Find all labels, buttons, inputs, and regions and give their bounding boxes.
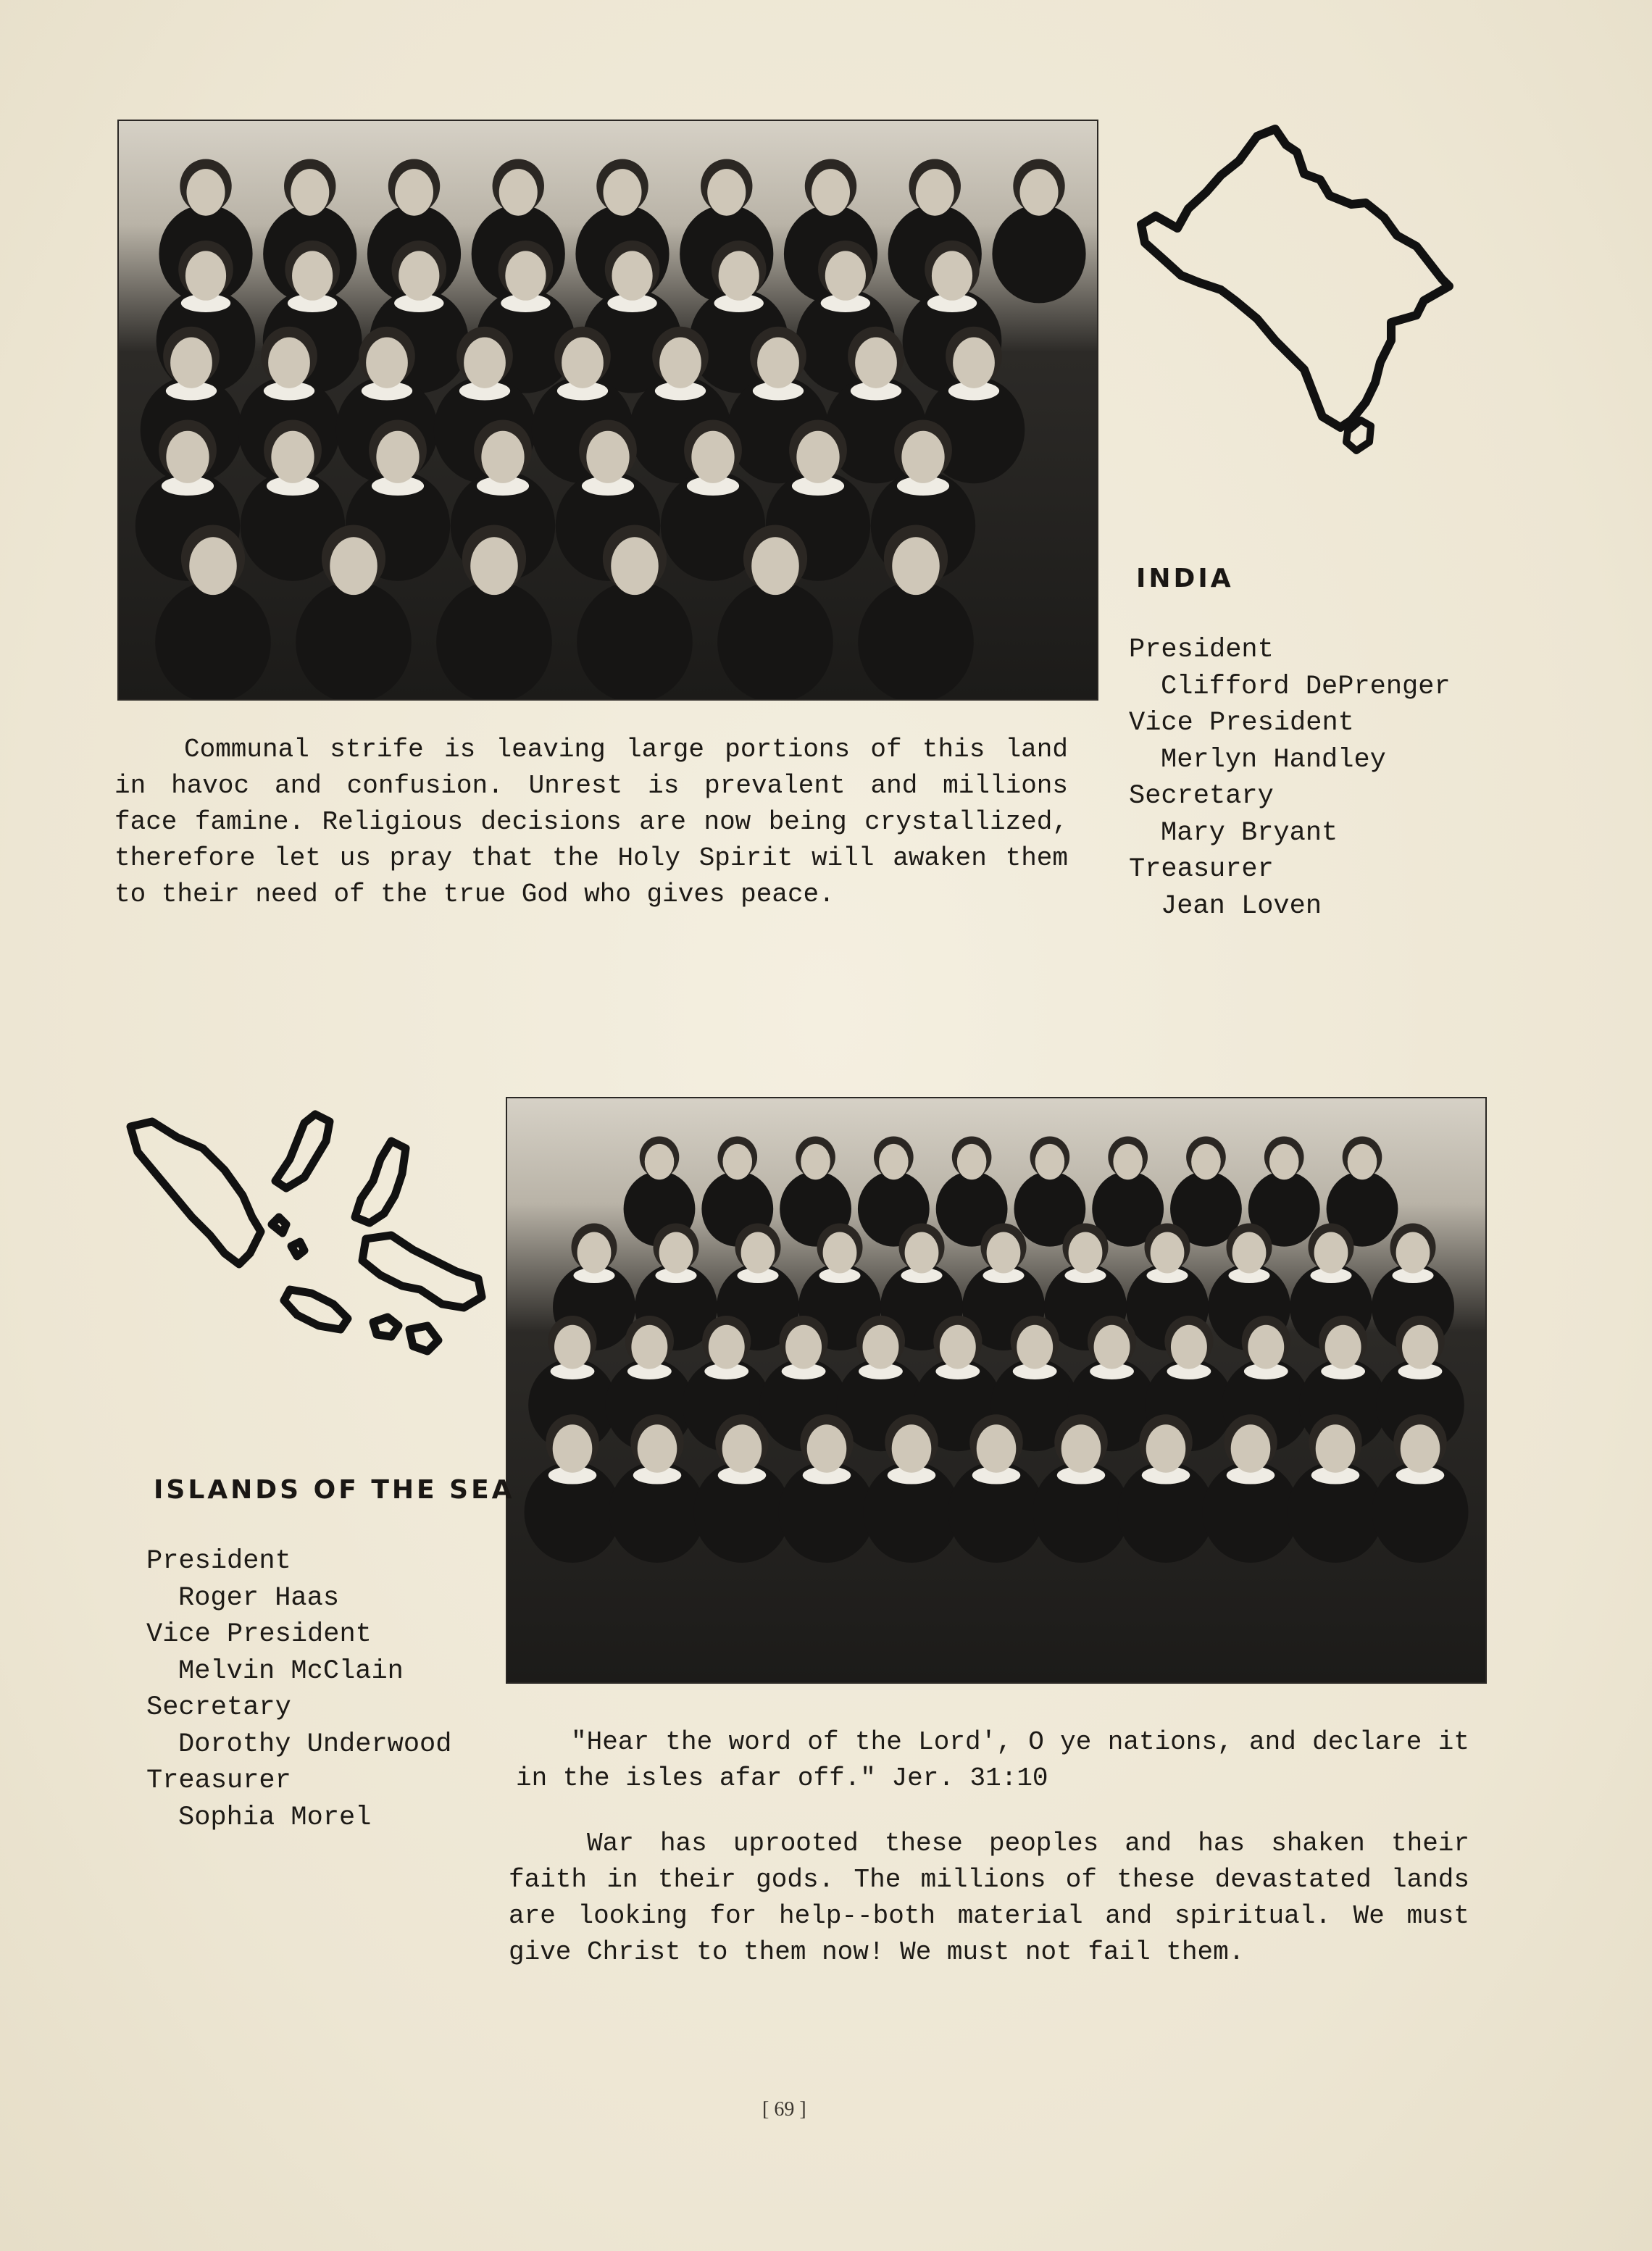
page-number: [ 69 ] [762, 2098, 806, 2121]
photo-person-face [1191, 1144, 1221, 1179]
photo-person-face [1316, 1424, 1356, 1473]
photo-person-face [612, 251, 652, 300]
photo-person-face [1035, 1144, 1065, 1179]
india-officers-list [1129, 632, 1506, 924]
islands-president-name: Roger Haas [178, 1582, 340, 1613]
india-treasurer-name: Jean Loven [1161, 890, 1322, 922]
photo-person-face [554, 1325, 591, 1369]
photo-person-face [562, 338, 604, 388]
photo-person-face [855, 338, 897, 388]
photo-person-body [717, 581, 833, 699]
photo-person-face [801, 1144, 830, 1179]
islands-quote: "Hear the word of the Lord', O ye nations, and declare it in the isles afar off." Jer. 31:10 [516, 1727, 1469, 1793]
photo-person-face [586, 431, 629, 483]
photo-person-face [1401, 1424, 1440, 1473]
islands-secretary-name: Dorothy Underwood [178, 1729, 452, 1760]
islands-secretary-label: Secretary [146, 1692, 291, 1723]
photo-person-face [659, 338, 701, 388]
photo-person-face [862, 1325, 898, 1369]
photo-person-face [785, 1325, 822, 1369]
photo-person-face [1314, 1232, 1348, 1274]
islands-vice-president-name: Melvin McClain [178, 1655, 404, 1687]
photo-person-face [957, 1144, 987, 1179]
islands-map-icon [123, 1108, 493, 1369]
islands-treasurer-label: Treasurer [146, 1766, 291, 1796]
photo-person-face [631, 1325, 667, 1369]
photo-person-face [722, 1144, 752, 1179]
photo-person-face [722, 1424, 762, 1473]
photo-person-face [987, 1232, 1021, 1274]
photo-person-face [940, 1325, 976, 1369]
photo-person-body [577, 581, 693, 699]
photo-person-face [796, 431, 839, 483]
photo-person-face [1017, 1325, 1053, 1369]
photo-person-body [296, 581, 412, 699]
photo-person-face [659, 1232, 693, 1274]
india-treasurer-label: Treasurer [1129, 854, 1274, 885]
photo-person-face [1019, 169, 1058, 216]
photo-person-face [481, 431, 524, 483]
photo-person-face [464, 338, 506, 388]
photo-person-face [916, 169, 954, 216]
india-paragraph: Communal strife is leaving large portions of this land in havoc and confusion. Unrest is prevalent and millions face famine. Religious decisions are now being crystallized, therefore let us pray that the Holy Spirit will awaken them to their need of the true God who gives peace. [114, 735, 1068, 909]
islands-heading: ISLANDS OF THE SEA [154, 1475, 515, 1505]
photo-person-face [166, 431, 209, 483]
india-map-icon [1130, 123, 1456, 464]
islands-paragraph-block [509, 1826, 1469, 1971]
photo-person-face [1061, 1424, 1101, 1473]
photo-person-face [1069, 1232, 1103, 1274]
photo-person-face [707, 169, 746, 216]
photo-person-face [268, 338, 310, 388]
photo-person-face [1171, 1325, 1207, 1369]
photo-person-face [1232, 1232, 1267, 1274]
photo-person-face [741, 1232, 775, 1274]
india-paragraph-block [114, 732, 1068, 913]
photo-person-face [1348, 1144, 1377, 1179]
photo-person-body [858, 581, 974, 699]
india-vice-president-label: Vice President [1129, 708, 1354, 738]
photo-person-face [1151, 1232, 1185, 1274]
photo-person-face [399, 251, 439, 300]
islands-treasurer-name: Sophia Morel [178, 1802, 372, 1833]
photo-person-face [292, 251, 333, 300]
photo-person-face [892, 1424, 932, 1473]
photo-person-face [186, 169, 225, 216]
islands-vice-president-label: Vice President [146, 1619, 372, 1650]
photo-person-face [932, 251, 972, 300]
india-president-label: President [1129, 635, 1274, 665]
photo-person-face [470, 537, 518, 595]
photo-person-face [1325, 1325, 1361, 1369]
photo-person-face [892, 537, 940, 595]
photo-person-face [577, 1232, 612, 1274]
photo-person-face [366, 338, 408, 388]
india-group-photo [117, 120, 1098, 701]
photo-person-face [905, 1232, 939, 1274]
photo-person-face [1146, 1424, 1186, 1473]
photo-person-face [638, 1424, 677, 1473]
photo-person-face [505, 251, 546, 300]
photo-person-face [645, 1144, 675, 1179]
photo-person-face [977, 1424, 1017, 1473]
india-group-photo-figures [119, 121, 1097, 699]
islands-quote-block [516, 1724, 1469, 1797]
photo-person-face [1113, 1144, 1143, 1179]
photo-person-face [1402, 1325, 1438, 1369]
photo-person-face [1269, 1144, 1299, 1179]
photo-person-face [271, 431, 314, 483]
photo-person-face [953, 338, 995, 388]
photo-person-face [330, 537, 377, 595]
photo-person-face [185, 251, 226, 300]
photo-person-body [992, 204, 1085, 303]
photo-person-face [611, 537, 659, 595]
photo-person-face [376, 431, 419, 483]
photo-person-face [812, 169, 850, 216]
india-heading: INDIA [1136, 564, 1234, 593]
india-secretary-name: Mary Bryant [1161, 817, 1338, 848]
photo-person-face [1231, 1424, 1271, 1473]
india-secretary-label: Secretary [1129, 781, 1274, 811]
india-president-name: Clifford DePrenger [1161, 671, 1451, 702]
photo-person-face [1094, 1325, 1130, 1369]
photo-person-face [395, 169, 433, 216]
photo-person-face [189, 537, 237, 595]
photo-person-face [719, 251, 759, 300]
photo-person-face [709, 1325, 745, 1369]
photo-person-face [825, 251, 866, 300]
photo-person-face [291, 169, 329, 216]
photo-person-face [1248, 1325, 1284, 1369]
islands-president-label: President [146, 1546, 291, 1576]
photo-person-face [553, 1424, 593, 1473]
islands-group-photo-figures [507, 1098, 1485, 1682]
photo-person-body [436, 581, 552, 699]
photo-person-face [879, 1144, 909, 1179]
photo-person-face [807, 1424, 847, 1473]
islands-officers-list [146, 1543, 494, 1836]
india-vice-president-name: Merlyn Handley [1161, 744, 1386, 775]
photo-person-body [155, 581, 271, 699]
photo-person-face [757, 338, 799, 388]
photo-person-face [691, 431, 734, 483]
islands-paragraph: War has uprooted these peoples and has shaken their faith in their gods. The millions of these devastated lands are looking for help--both material and spiritual. We must give Christ to them now! We must not fail them. [509, 1829, 1469, 1967]
photo-person-face [1396, 1232, 1430, 1274]
islands-group-photo [506, 1097, 1487, 1684]
photo-person-face [603, 169, 641, 216]
photo-person-face [901, 431, 944, 483]
photo-person-face [499, 169, 538, 216]
photo-person-face [823, 1232, 857, 1274]
photo-person-face [751, 537, 799, 595]
photo-person-face [170, 338, 212, 388]
